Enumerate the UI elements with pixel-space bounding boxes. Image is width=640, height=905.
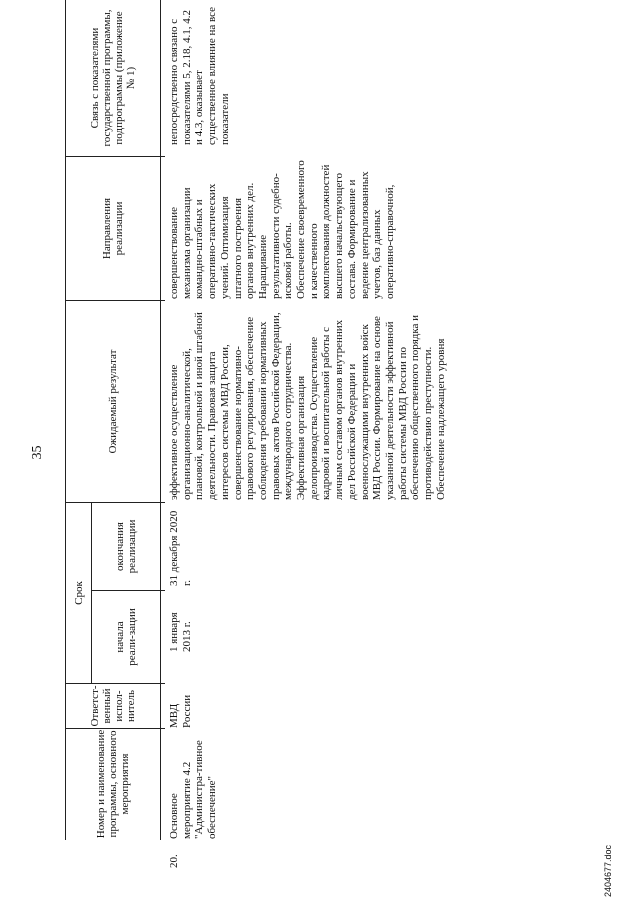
header-term: Срок	[72, 581, 85, 605]
header-end: окончания реализации	[114, 519, 138, 574]
header-directions: Направления реализации	[101, 197, 125, 260]
header-start: начала реали-зации	[114, 608, 138, 666]
row-end: 31 декабря 2020 г.	[168, 510, 193, 586]
header-result: Ожидаемый результат	[107, 349, 119, 454]
header-bottom-border	[160, 0, 161, 840]
row-directions: совершенствование механизма организации командно-штабных и оперативно-тактических учений. Оптимизация штатного построения органов внутренних дел. Наращивание результативности судебно-исковой работы. Обеспечение своевременного и качественного комплектования должностей высшего начальствующего состава. Формирование и ведение централизованных учетов, баз данных оперативно-справочной,	[168, 160, 396, 299]
header-link: Связь с показателями государственной программы, подпрограммы (приложение № 1)	[89, 9, 137, 147]
header-responsible: Ответст-венный испол-нитель	[89, 685, 137, 727]
row-link: непосредственно связано с показателями 5, 2.18, 4.1, 4.2 и 4.3, оказывает существенное влияние на все показатели	[168, 6, 231, 145]
header-number-name: Номер и наименование программы, основного мероприятия	[95, 729, 131, 839]
row-result: эффективное осуществление организационно-аналитической, плановой, контрольной и иной штабной деятельности. Правовая защита интересов системы МВД России, совершенствование нормативно-правового регулирования, обеспечение соблюдения требований нормативных правовых актов Российской Федерации, международного сотрудничества. Эффективная организация делопроизводства. Осуществление кадровой и воспитательной работы с личным составом органов внутренних дел Российской Федерации и военнослужащими внутренних войск МВД России. Формирование на основе указанной деятельности эффективной работы системы МВД России по обеспечению общественного порядка и противодействию преступности. Обеспечение надлежащего уровня	[168, 312, 447, 500]
footer-filename: 2404677.doc	[603, 844, 613, 897]
row-number: 20.	[168, 854, 180, 868]
page-number: 35	[30, 445, 45, 460]
row-start: 1 января 2013 г.	[168, 612, 193, 652]
row-name: Основное мероприятие 4.2 "Администра-тивное обеспечение"	[168, 740, 219, 839]
row-responsible: МВД России	[168, 694, 193, 728]
